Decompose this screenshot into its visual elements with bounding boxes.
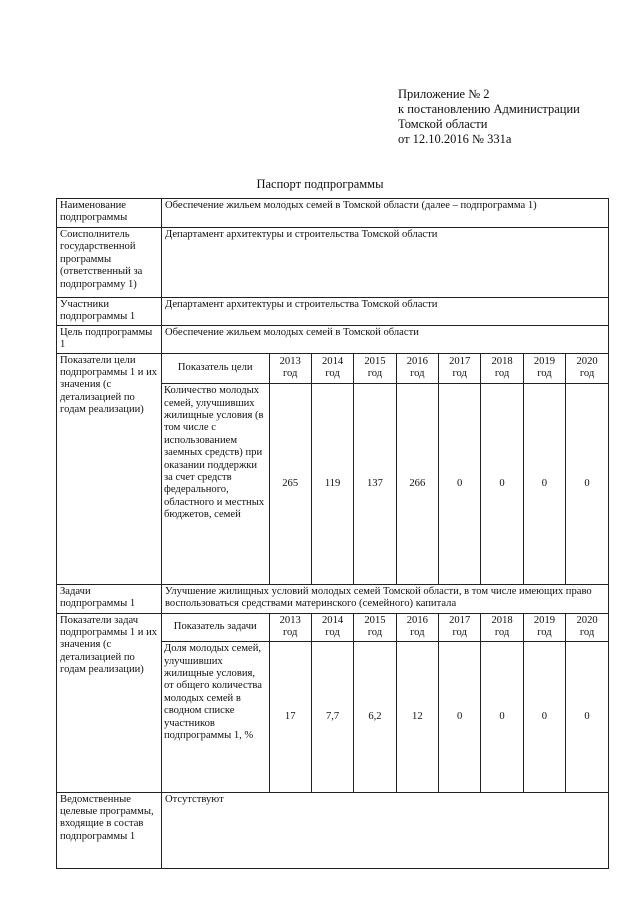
row-value: Обеспечение жильем молодых семей в Томской области (далее – подпрограмма 1) (162, 199, 609, 228)
table-row (57, 584, 609, 613)
indicator-header-row (162, 354, 608, 384)
year-header: 2016 год (396, 354, 438, 384)
table-row (57, 792, 609, 868)
row-value: Департамент архитектуры и строительства Томской области (162, 228, 609, 298)
table-row (57, 228, 609, 298)
indicator-value: 12 (396, 642, 438, 792)
indicator-value: 137 (354, 384, 396, 584)
indicator-value: 7,7 (311, 642, 353, 792)
task-indicators-table (162, 614, 608, 792)
row-label: Задачи подпрограммы 1 (57, 584, 162, 613)
indicator-value-row (162, 384, 608, 584)
indicator-header: Показатель задачи (162, 614, 269, 642)
year-header: 2018 год (481, 354, 523, 384)
indicator-header-row (162, 614, 608, 642)
goal-indicators-cell (162, 353, 609, 584)
indicator-value: 0 (439, 384, 481, 584)
row-value: Департамент архитектуры и строительства Томской области (162, 298, 609, 326)
year-header: 2019 год (523, 354, 565, 384)
appendix-header (398, 87, 580, 147)
year-header: 2013 год (269, 354, 311, 384)
row-label: Участники подпрограммы 1 (57, 298, 162, 326)
row-value: Обеспечение жильем молодых семей в Томской области (162, 325, 609, 353)
appendix-line: Приложение № 2 (398, 87, 490, 101)
passport-table (56, 198, 609, 869)
year-header: 2019 год (523, 614, 565, 642)
indicator-value-row (162, 642, 608, 792)
row-label: Показатели задач подпрограммы 1 и их значения (с детализацией по годам реализации) (57, 613, 162, 792)
table-row (57, 298, 609, 326)
indicator-header: Показатель цели (162, 354, 269, 384)
indicator-value: 0 (481, 642, 523, 792)
indicator-value: 0 (523, 642, 565, 792)
indicator-value: 0 (566, 384, 608, 584)
indicator-value: 266 (396, 384, 438, 584)
table-row (57, 325, 609, 353)
task-indicators-cell (162, 613, 609, 792)
indicator-description: Количество молодых семей, улучшивших жилищные условия (в том числе с использованием заемных средств) при оказании поддержки за счет средств федерального, областного и местных бюджетов, семей (162, 384, 269, 584)
row-label: Наименование подпрограммы (57, 199, 162, 228)
year-header: 2018 год (481, 614, 523, 642)
row-value: Улучшение жилищных условий молодых семей Томской области, в том числе имеющих право воспользоваться средствами материнского (семейного) капитала (162, 584, 609, 613)
row-label: Показатели цели подпрограммы 1 и их значения (с детализацией по годам реализации) (57, 353, 162, 584)
indicator-value: 0 (481, 384, 523, 584)
year-header: 2013 год (269, 614, 311, 642)
appendix-line: Томской области (398, 117, 488, 131)
year-header: 2017 год (439, 354, 481, 384)
indicator-value: 0 (439, 642, 481, 792)
page-title: Паспорт подпрограммы (256, 177, 384, 191)
year-header: 2016 год (396, 614, 438, 642)
year-header: 2015 год (354, 614, 396, 642)
table-row (57, 613, 609, 792)
indicator-description: Доля молодых семей, улучшивших жилищные условия, от общего количества молодых семей в сводном списке участников подпрограммы 1, % (162, 642, 269, 792)
row-value: Отсутствуют (162, 792, 609, 868)
appendix-line: от 12.10.2016 № 331а (398, 132, 512, 146)
year-header: 2020 год (566, 614, 608, 642)
row-label: Ведомственные целевые программы, входящие в состав подпрограммы 1 (57, 792, 162, 868)
indicator-value: 265 (269, 384, 311, 584)
indicator-value: 119 (311, 384, 353, 584)
row-label: Соисполнитель государственной программы (ответственный за подпрограмму 1) (57, 228, 162, 298)
indicator-value: 0 (566, 642, 608, 792)
indicator-value: 17 (269, 642, 311, 792)
year-header: 2020 год (566, 354, 608, 384)
indicator-value: 6,2 (354, 642, 396, 792)
year-header: 2014 год (311, 614, 353, 642)
table-row (57, 199, 609, 228)
indicator-value: 0 (523, 384, 565, 584)
year-header: 2017 год (439, 614, 481, 642)
row-label: Цель подпрограммы 1 (57, 325, 162, 353)
appendix-line: к постановлению Администрации (398, 102, 580, 116)
goal-indicators-table (162, 354, 608, 584)
table-row (57, 353, 609, 584)
year-header: 2015 год (354, 354, 396, 384)
year-header: 2014 год (311, 354, 353, 384)
